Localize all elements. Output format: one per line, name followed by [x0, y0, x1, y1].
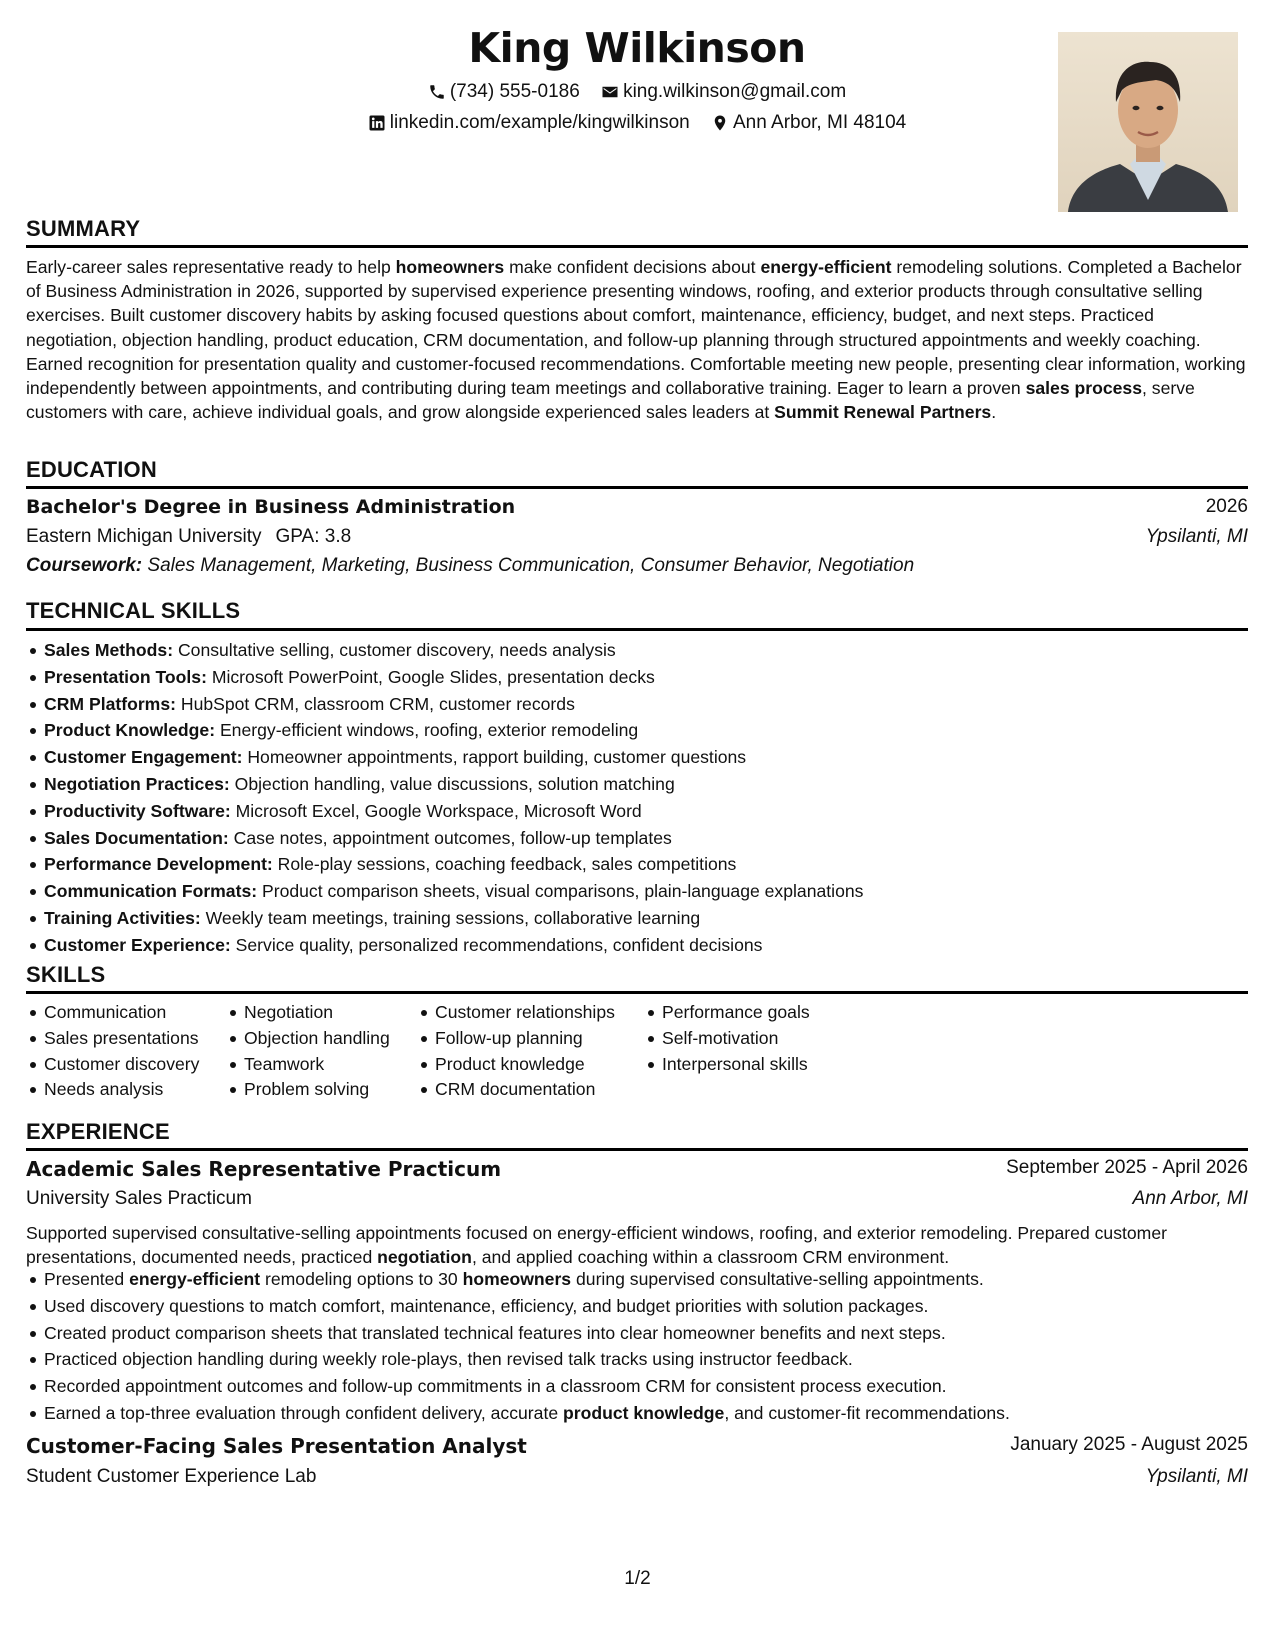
- experience-bullet: [44, 1266, 1244, 1293]
- technical-skill-label: Productivity Software:: [44, 800, 231, 821]
- technical-skill-label: Sales Methods:: [44, 640, 174, 660]
- skill-item: Sales presentations: [44, 1026, 199, 1052]
- technical-skill-item: [44, 851, 1244, 878]
- job-1-dates: September 2025 - April 2026: [1006, 1157, 1248, 1178]
- job-1-header: [26, 1157, 1248, 1181]
- job-1-org-row: [26, 1188, 1248, 1210]
- technical-skill-item: [44, 878, 1244, 905]
- emphasis-text: negotiation: [377, 1247, 472, 1268]
- skill-item: Interpersonal skills: [662, 1052, 810, 1078]
- degree-title: Bachelor's Degree in Business Administration: [26, 496, 516, 518]
- skills-grid: [26, 1000, 1248, 1106]
- profile-photo: [1058, 32, 1238, 212]
- text-segment: Earned a top-three evaluation through confident delivery, accurate: [44, 1402, 564, 1423]
- technical-skill-text: Objection handling, value discussions, solution matching: [229, 773, 675, 794]
- skills-column: [662, 1000, 810, 1077]
- technical-skill-text: Microsoft Excel, Google Workspace, Microsoft Word: [230, 800, 642, 821]
- skills-heading: SKILLS: [26, 962, 106, 987]
- skill-item: Performance goals: [662, 1000, 810, 1026]
- summary-heading: SUMMARY: [26, 216, 141, 241]
- skills-divider: [26, 991, 1248, 994]
- technical-skill-item: [44, 744, 1244, 771]
- technical-skill-label: Product Knowledge:: [44, 720, 216, 741]
- summary-text: [26, 255, 1248, 424]
- phone-text: (734) 555-0186: [449, 81, 580, 102]
- technical-skill-text: Role-play sessions, coaching feedback, sales competitions: [272, 854, 737, 875]
- linkedin-contact[interactable]: [368, 112, 690, 134]
- technical-skill-text: HubSpot CRM, classroom CRM, customer records: [175, 693, 575, 714]
- emphasis-text: Summit Renewal Partners: [774, 402, 992, 423]
- skill-item: Customer relationships: [435, 1000, 615, 1026]
- technical-skill-item: [44, 905, 1244, 932]
- emphasis-text: product knowledge: [563, 1402, 725, 1423]
- experience-bullet: [44, 1373, 1244, 1400]
- school-name: Eastern Michigan University: [26, 526, 262, 547]
- text-segment: Used discovery questions to match comfort, maintenance, efficiency, and budget priorities with solution packages.: [44, 1295, 929, 1316]
- technical-skill-text: Microsoft PowerPoint, Google Slides, presentation decks: [206, 666, 655, 687]
- technical-skill-text: Product comparison sheets, visual comparisons, plain-language explanations: [257, 881, 864, 902]
- technical-skill-text: Service quality, personalized recommendations, confident decisions: [230, 934, 763, 955]
- job-2-header: [26, 1434, 1248, 1458]
- text-segment: remodeling options to 30: [260, 1269, 463, 1289]
- experience-bullet: [44, 1320, 1244, 1347]
- text-segment: Presented: [44, 1269, 130, 1289]
- education-divider: [26, 486, 1248, 489]
- technical-skill-label: Performance Development:: [44, 854, 273, 875]
- phone-contact: [428, 81, 580, 103]
- technical-skills-heading: TECHNICAL SKILLS: [26, 598, 241, 623]
- experience-heading: EXPERIENCE: [26, 1119, 170, 1144]
- skill-item: Problem solving: [244, 1077, 390, 1103]
- degree-year: 2026: [1205, 496, 1248, 517]
- emphasis-text: homeowners: [395, 257, 505, 277]
- summary-divider: [26, 245, 1248, 248]
- text-segment: Created product comparison sheets that translated technical features into clear homeowner benefits and next steps.: [44, 1322, 946, 1343]
- coursework-label: Coursework:: [26, 555, 143, 576]
- email-contact[interactable]: [601, 81, 846, 103]
- education-heading: EDUCATION: [26, 457, 157, 482]
- experience-bullet: [44, 1346, 1244, 1373]
- resume-page: [26, 0, 1248, 1650]
- text-segment: remodeling solutions. Completed a Bachelor of Business Administration in 2026, supported by supervised experience presenting windows, roofing, and exterior products through consultative selling exercises. Built customer discovery habits by asking focused questions about comfort, maintenance, efficiency, budget, and next steps. Practiced negotiation, objection handling, product education, CRM documentation, and follow-up planning through structured appointments and weekly coaching. Earned recognition for presentation quality and customer-focused recommendations. Comfortable meeting new people, presenting clear information, working independently between appointments, and contributing during team meetings and collaborative training. Eager to learn a proven: [26, 257, 1246, 399]
- technical-skill-item: [44, 825, 1244, 852]
- school-line: [26, 526, 351, 548]
- skill-item: CRM documentation: [435, 1077, 615, 1103]
- skill-item: Teamwork: [244, 1052, 390, 1078]
- text-segment: Early-career sales representative ready to help: [26, 257, 396, 277]
- technical-skill-text: Homeowner appointments, rapport building, customer questions: [242, 747, 747, 768]
- technical-skill-text: Consultative selling, customer discovery, needs analysis: [173, 640, 616, 660]
- experience-divider: [26, 1148, 1248, 1151]
- emphasis-text: homeowners: [462, 1269, 572, 1289]
- gpa: GPA: 3.8: [275, 526, 352, 547]
- experience-bullet: [44, 1400, 1244, 1427]
- text-segment: , and applied coaching within a classroom CRM environment.: [471, 1247, 950, 1268]
- technical-skill-text: Weekly team meetings, training sessions, collaborative learning: [200, 907, 701, 928]
- skills-column: [44, 1000, 199, 1103]
- emphasis-text: sales process: [1025, 378, 1142, 399]
- technical-skill-label: Presentation Tools:: [44, 666, 207, 687]
- skill-item: Objection handling: [244, 1026, 390, 1052]
- technical-skill-item: [44, 637, 1244, 664]
- technical-skill-item: [44, 932, 1244, 959]
- job-1-bullets: [44, 1266, 1244, 1427]
- technical-skill-label: Communication Formats:: [44, 881, 258, 902]
- linkedin-icon: [368, 114, 386, 132]
- technical-skill-label: CRM Platforms:: [44, 693, 176, 714]
- technical-skills-divider: [26, 628, 1248, 631]
- job-1-description: [26, 1221, 1248, 1269]
- candidate-name: King Wilkinson: [468, 24, 806, 72]
- technical-skill-item: [44, 691, 1244, 718]
- technical-skill-item: [44, 771, 1244, 798]
- skills-column: [244, 1000, 390, 1103]
- text-segment: , serve customers with care, achieve individual goals, and grow alongside experienced sales leaders at: [26, 378, 1195, 423]
- technical-skill-label: Negotiation Practices:: [44, 773, 230, 794]
- technical-skill-label: Training Activities:: [44, 907, 201, 928]
- skill-item: Communication: [44, 1000, 199, 1026]
- technical-skill-text: Case notes, appointment outcomes, follow-up templates: [228, 827, 672, 848]
- technical-skill-item: [44, 798, 1244, 825]
- location-text: Ann Arbor, MI 48104: [732, 112, 907, 133]
- skill-item: Product knowledge: [435, 1052, 615, 1078]
- coursework-list: Sales Management, Marketing, Business Communication, Consumer Behavior, Negotiation: [142, 555, 915, 576]
- skill-item: Customer discovery: [44, 1052, 199, 1078]
- text-segment: make confident decisions about: [504, 257, 761, 277]
- page-number: 1/2: [624, 1568, 651, 1589]
- technical-skill-text: Energy-efficient windows, roofing, exterior remodeling: [215, 720, 639, 741]
- emphasis-text: energy-efficient: [129, 1269, 261, 1289]
- job-2-location: Ypsilanti, MI: [1145, 1466, 1248, 1487]
- technical-skill-label: Sales Documentation:: [44, 827, 229, 848]
- job-1-title: Academic Sales Representative Practicum: [26, 1157, 502, 1181]
- emphasis-text: energy-efficient: [760, 257, 892, 277]
- technical-skill-item: [44, 664, 1244, 691]
- job-2-title: Customer-Facing Sales Presentation Analyst: [26, 1434, 527, 1458]
- degree-row: [26, 496, 1248, 518]
- envelope-icon: [601, 83, 619, 101]
- technical-skill-label: Customer Experience:: [44, 934, 231, 955]
- skill-item: Self-motivation: [662, 1026, 810, 1052]
- text-segment: Recorded appointment outcomes and follow-up commitments in a classroom CRM for consistent process execution.: [44, 1376, 947, 1397]
- skill-item: Needs analysis: [44, 1077, 199, 1103]
- skills-column: [435, 1000, 615, 1103]
- school-row: [26, 526, 1248, 548]
- coursework: [26, 555, 914, 577]
- job-2-org-row: [26, 1466, 1248, 1488]
- school-location: Ypsilanti, MI: [1145, 526, 1248, 547]
- job-1-org: University Sales Practicum: [26, 1188, 252, 1209]
- job-2-org: Student Customer Experience Lab: [26, 1466, 317, 1487]
- text-segment: , and customer-fit recommendations.: [724, 1402, 1010, 1423]
- text-segment: during supervised consultative-selling appointments.: [571, 1269, 984, 1289]
- text-segment: .: [991, 402, 997, 423]
- technical-skills-list: [44, 637, 1244, 959]
- job-2-dates: January 2025 - August 2025: [1010, 1434, 1248, 1455]
- phone-icon: [428, 83, 446, 101]
- skill-item: Negotiation: [244, 1000, 390, 1026]
- email-text: king.wilkinson@gmail.com: [623, 81, 847, 102]
- map-pin-icon: [711, 114, 729, 132]
- location-contact: [711, 112, 906, 134]
- text-segment: Practiced objection handling during weekly role-plays, then revised talk tracks using instructor feedback.: [44, 1349, 853, 1370]
- job-1-location: Ann Arbor, MI: [1132, 1188, 1248, 1209]
- technical-skill-item: [44, 717, 1244, 744]
- linkedin-text: linkedin.com/example/kingwilkinson: [389, 112, 690, 133]
- experience-bullet: [44, 1293, 1244, 1320]
- text-segment: Supported supervised consultative-selling appointments focused on energy-efficient windows, roofing, and exterior remodeling. Prepared customer presentations, documented needs, practiced: [26, 1223, 1167, 1268]
- technical-skill-label: Customer Engagement:: [44, 747, 243, 768]
- skill-item: Follow-up planning: [435, 1026, 615, 1052]
